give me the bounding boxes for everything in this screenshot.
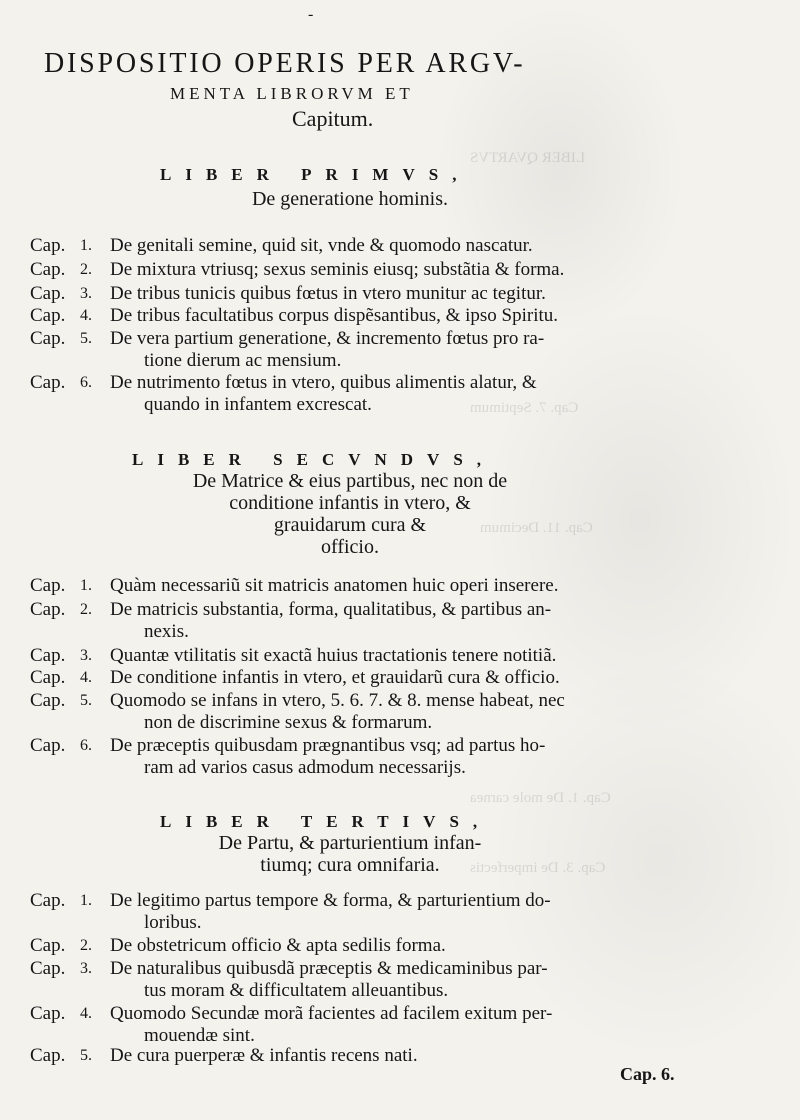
page-title-line-3: Capitum. <box>292 106 374 131</box>
chapter-number: 3. <box>80 285 92 302</box>
page-title-line-1: DISPOSITIO OPERIS PER ARGV- <box>44 48 526 79</box>
chapter-number: 2. <box>80 261 92 278</box>
chapter-text <box>110 575 710 597</box>
chapter-line: De mixtura vtriusq; sexus seminis eiusq; substãtia & forma. <box>110 259 565 280</box>
book-3-heading: LIBER TERTIVS, <box>160 812 492 831</box>
chapter-line: non de discrimine sexus & formarum. <box>144 712 433 733</box>
chapter-number: 1. <box>80 577 92 594</box>
chapter-text <box>110 283 710 305</box>
book-2-subtitle <box>150 470 550 558</box>
chapter-text <box>110 958 710 1002</box>
chapter-line: De genitali semine, quid sit, vnde & quomodo nascatur. <box>110 235 533 256</box>
subtitle-line: De Matrice & eius partibus, nec non de <box>192 470 508 492</box>
chapter-cap: Cap. <box>30 935 66 956</box>
chapter-number: 3. <box>80 960 92 977</box>
chapter-cap: Cap. <box>30 645 66 666</box>
chapter-cap: Cap. <box>30 958 66 979</box>
chapter-line: De obstetricum officio & apta sedilis forma. <box>110 935 446 956</box>
chapter-line: tione dierum ac mensium. <box>144 350 342 371</box>
book-2-heading: LIBER SECVNDVS, <box>132 450 496 469</box>
chapter-cap: Cap. <box>30 667 66 688</box>
chapter-line: De conditione infantis in vtero, et grauidarũ cura & officio. <box>110 667 560 688</box>
subtitle-line: tiumq; cura omnifaria. <box>260 854 440 876</box>
chapter-cap: Cap. <box>30 690 66 711</box>
subtitle-line: grauidarum cura & <box>273 514 427 536</box>
chapter-line: Quantæ vtilitatis sit exactã huius tractationis tenere notitiã. <box>110 645 557 666</box>
chapter-number: 1. <box>80 892 92 909</box>
book-1-heading: LIBER PRIMVS, <box>160 165 471 184</box>
chapter-line: Quomodo se infans in vtero, 5. 6. 7. & 8. mense habeat, nec <box>110 690 565 711</box>
chapter-number: 5. <box>80 1047 92 1064</box>
chapter-cap: Cap. <box>30 890 66 911</box>
chapter-line: quando in infantem excrescat. <box>144 394 372 415</box>
bleed-through-text: Cap. 1. De mole carnea <box>470 790 611 806</box>
chapter-line: Quàm necessariũ sit matricis anatomen huic operi inserere. <box>110 575 559 596</box>
chapter-number: 5. <box>80 330 92 347</box>
chapter-cap: Cap. <box>30 283 66 304</box>
chapter-number: 5. <box>80 692 92 709</box>
chapter-text <box>110 235 710 257</box>
chapter-number: 2. <box>80 601 92 618</box>
chapter-line: De matricis substantia, forma, qualitatibus, & partibus an- <box>110 599 552 620</box>
chapter-number: 2. <box>80 937 92 954</box>
page-mark: - <box>308 6 315 23</box>
book-3-subtitle <box>180 832 520 876</box>
chapter-cap: Cap. <box>30 235 66 256</box>
chapter-line: Quomodo Secundæ morã facientes ad facilem exitum per- <box>110 1003 553 1024</box>
subtitle-line: conditione infantis in vtero, & <box>229 492 471 514</box>
chapter-text <box>110 645 710 667</box>
chapter-number: 1. <box>80 237 92 254</box>
chapter-line: De naturalibus quibusdã præceptis & medicaminibus par- <box>110 958 548 979</box>
chapter-cap: Cap. <box>30 305 66 326</box>
chapter-line: tus moram & difficultatem alleuantibus. <box>144 980 449 1001</box>
bleed-through-text: Cap. 11. Decimum <box>480 520 593 536</box>
chapter-number: 4. <box>80 307 92 324</box>
chapter-line: De legitimo partus tempore & forma, & parturientium do- <box>110 890 551 911</box>
chapter-line: De tribus facultatibus corpus dispẽsantibus, & ipso Spiritu. <box>110 305 559 326</box>
chapter-cap: Cap. <box>30 1045 66 1066</box>
chapter-text <box>110 890 710 934</box>
chapter-line: De vera partium generatione, & incremento fœtus pro ra- <box>110 328 545 349</box>
chapter-cap: Cap. <box>30 735 66 756</box>
chapter-cap: Cap. <box>30 575 66 596</box>
chapter-cap: Cap. <box>30 372 66 393</box>
bleed-through-text: Cap. 3. De imperfectis <box>470 860 606 876</box>
chapter-number: 4. <box>80 1005 92 1022</box>
subtitle-line: De Partu, & parturientium infan- <box>218 832 482 854</box>
chapter-line: De præceptis quibusdam prægnantibus vsq; ad partus ho- <box>110 735 546 756</box>
chapter-line: De cura puerperæ & infantis recens nati. <box>110 1045 418 1066</box>
chapter-text <box>110 259 710 281</box>
chapter-line: ram ad varios casus admodum necessarijs. <box>144 757 466 778</box>
chapter-text <box>110 328 710 372</box>
chapter-text <box>110 305 710 327</box>
chapter-text <box>110 599 710 643</box>
chapter-cap: Cap. <box>30 1003 66 1024</box>
chapter-line: De nutrimento fœtus in vtero, quibus alimentis alatur, & <box>110 372 537 393</box>
chapter-cap: Cap. <box>30 328 66 349</box>
bleed-through-text: Cap. 7. Septimum <box>470 400 579 416</box>
chapter-line: loribus. <box>144 912 202 933</box>
chapter-cap: Cap. <box>30 599 66 620</box>
chapter-text <box>110 735 710 779</box>
chapter-text <box>110 935 710 957</box>
chapter-line: mouendæ sint. <box>144 1025 255 1046</box>
chapter-number: 3. <box>80 647 92 664</box>
book-1-subtitle <box>200 188 500 210</box>
chapter-number: 6. <box>80 737 92 754</box>
catchword: Cap. 6. <box>620 1064 675 1084</box>
chapter-cap: Cap. <box>30 259 66 280</box>
chapter-number: 6. <box>80 374 92 391</box>
bleed-through-text: LIBER QVARTVS <box>470 150 586 166</box>
chapter-line: De tribus tunicis quibus fœtus in vtero munitur ac tegitur. <box>110 283 546 304</box>
chapter-number: 4. <box>80 669 92 686</box>
subtitle-line: officio. <box>321 536 379 558</box>
page-title-line-2: MENTA LIBRORVM ET <box>170 84 414 103</box>
chapter-text <box>110 667 710 689</box>
chapter-text <box>110 690 710 734</box>
chapter-line: nexis. <box>144 621 189 642</box>
chapter-text <box>110 372 710 416</box>
chapter-text <box>110 1003 710 1047</box>
subtitle-line: De generatione hominis. <box>251 188 449 210</box>
